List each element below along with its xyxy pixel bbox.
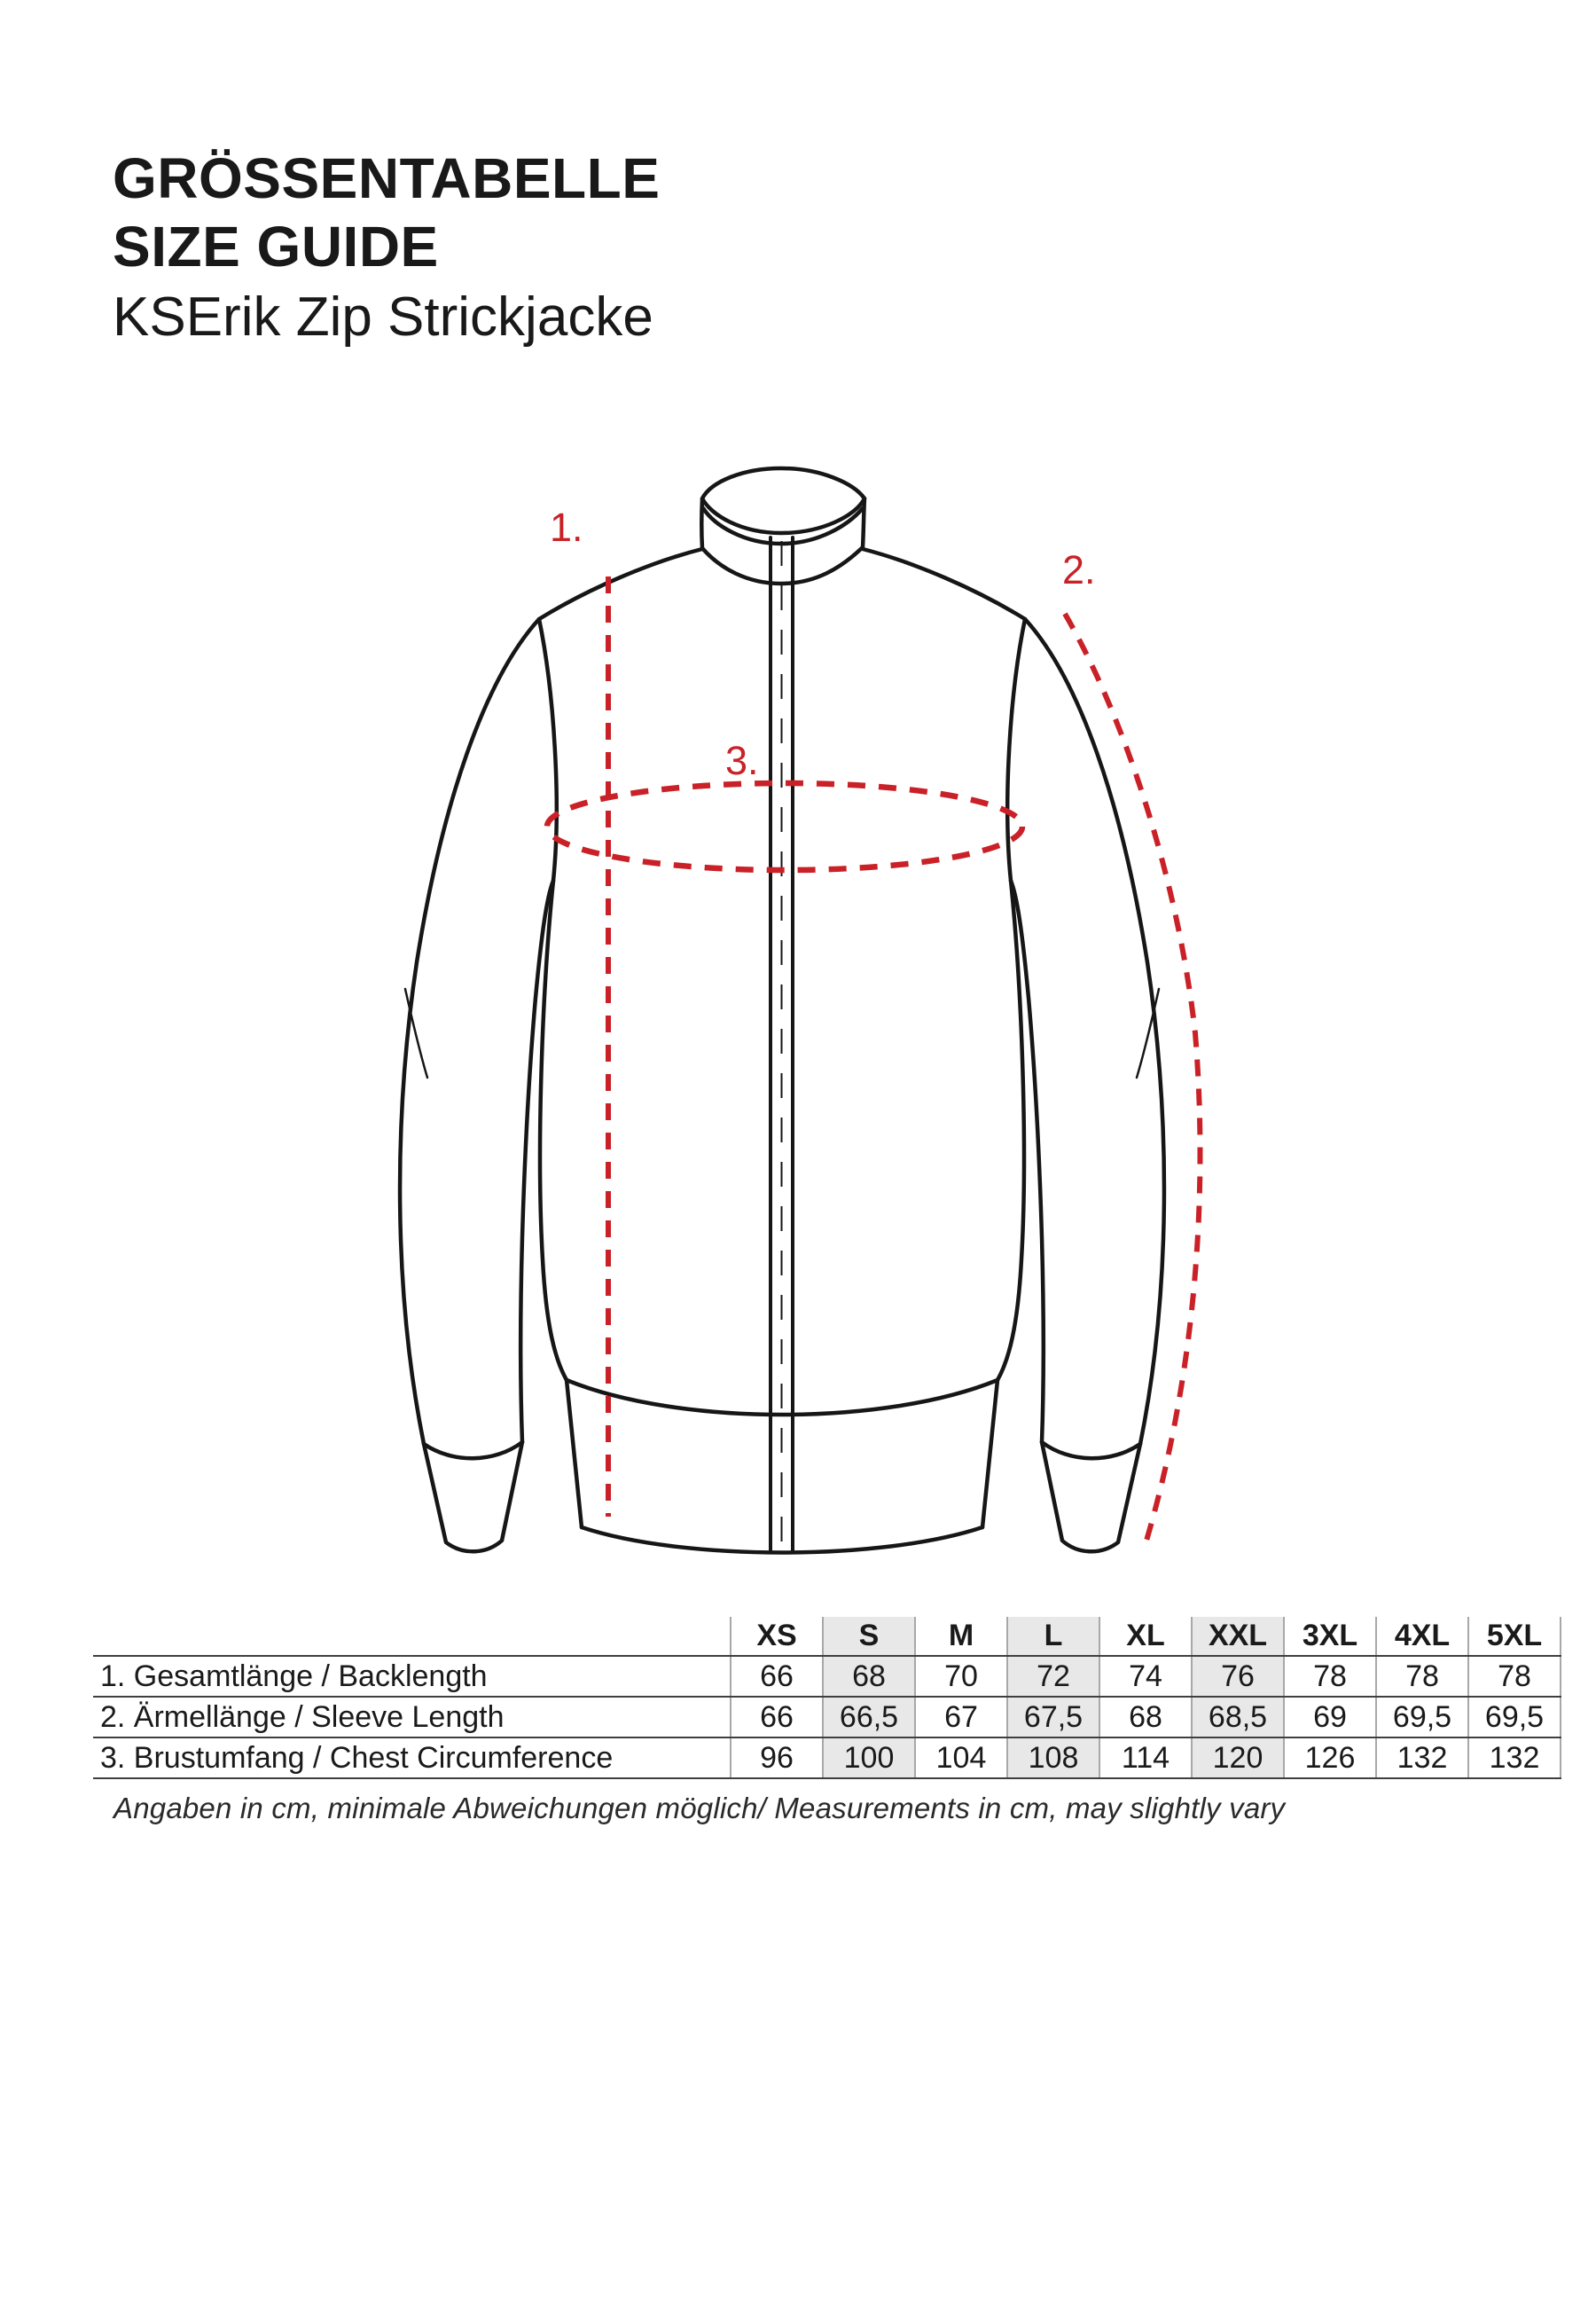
left-armhole-line — [539, 619, 557, 881]
measurement-value-cell: 72 — [1007, 1656, 1099, 1697]
measurement-disclaimer: Angaben in cm, minimale Abweichungen möglich/ Measurements in cm, may slightly vary — [113, 1792, 1286, 1824]
size-column-header-L: L — [1007, 1617, 1099, 1656]
right-shoulder-line — [863, 549, 1025, 619]
measurement-value-cell: 78 — [1468, 1656, 1561, 1697]
collar-base — [701, 498, 864, 584]
size-column-header-XXL: XXL — [1192, 1617, 1284, 1656]
chest-measure-ellipse — [547, 783, 1022, 870]
measurement-value-cell: 66,5 — [823, 1697, 915, 1737]
product-name: KSErik Zip Strickjacke — [113, 286, 653, 348]
right-sleeve-outer-edge — [1025, 619, 1164, 1444]
size-table-row — [93, 1697, 1561, 1737]
page-title-de: GRÖSSENTABELLE — [113, 146, 661, 210]
measurement-label-1: 1. — [550, 505, 583, 550]
measurement-value-cell: 76 — [1192, 1656, 1284, 1697]
size-table-header-row — [93, 1617, 1561, 1656]
size-table-row — [93, 1737, 1561, 1778]
size-column-header-S: S — [823, 1617, 915, 1656]
measurement-value-cell: 78 — [1284, 1656, 1376, 1697]
size-table-corner-cell — [93, 1617, 731, 1656]
measurement-annotations — [547, 576, 1201, 1541]
left-cuff-top — [424, 1442, 522, 1458]
measurement-value-cell: 69,5 — [1376, 1697, 1468, 1737]
measurement-value-cell: 96 — [731, 1737, 823, 1778]
measurement-value-cell: 68 — [823, 1656, 915, 1697]
measurement-value-cell: 126 — [1284, 1737, 1376, 1778]
size-table-body — [93, 1656, 1561, 1778]
measurement-value-cell: 100 — [823, 1737, 915, 1778]
left-sleeve-inner-edge — [520, 881, 553, 1442]
measurement-value-cell: 66 — [731, 1656, 823, 1697]
measurement-value-cell: 67,5 — [1007, 1697, 1099, 1737]
size-table-row — [93, 1656, 1561, 1697]
measurement-row-label: 2. Ärmellänge / Sleeve Length — [93, 1697, 731, 1737]
measurement-value-cell: 66 — [731, 1697, 823, 1737]
size-table — [93, 1617, 1561, 1779]
size-column-header-XS: XS — [731, 1617, 823, 1656]
measurement-value-cell: 69,5 — [1468, 1697, 1561, 1737]
sleeve-length-measure-line — [1065, 614, 1201, 1541]
size-column-header-4XL: 4XL — [1376, 1617, 1468, 1656]
size-column-header-5XL: 5XL — [1468, 1617, 1561, 1656]
right-body-side — [998, 881, 1024, 1380]
measurement-value-cell: 69 — [1284, 1697, 1376, 1737]
measurement-value-cell: 114 — [1099, 1737, 1192, 1778]
measurement-label-3: 3. — [725, 738, 759, 783]
hem-band-left — [567, 1380, 582, 1527]
left-sleeve-outer-edge — [400, 619, 539, 1444]
measurement-label-2: 2. — [1062, 547, 1096, 592]
collar-binding-line — [703, 508, 863, 544]
page-title-en: SIZE GUIDE — [113, 215, 439, 278]
size-column-header-XL: XL — [1099, 1617, 1192, 1656]
measurement-value-cell: 104 — [915, 1737, 1007, 1778]
size-column-header-M: M — [915, 1617, 1007, 1656]
hem-band-right — [982, 1380, 998, 1527]
measurement-value-cell: 108 — [1007, 1737, 1099, 1778]
collar-top — [702, 468, 864, 533]
title-block — [113, 145, 660, 351]
measurement-row-label: 1. Gesamtlänge / Backlength — [93, 1656, 731, 1697]
measurement-value-cell: 67 — [915, 1697, 1007, 1737]
measurement-value-cell: 70 — [915, 1656, 1007, 1697]
measurement-value-cell: 132 — [1376, 1737, 1468, 1778]
measurement-value-cell: 74 — [1099, 1656, 1192, 1697]
measurement-value-cell: 120 — [1192, 1737, 1284, 1778]
right-sleeve-inner-edge — [1011, 881, 1044, 1442]
measurement-row-label: 3. Brustumfang / Chest Circumference — [93, 1737, 731, 1778]
right-armhole-line — [1007, 619, 1025, 881]
left-shoulder-line — [539, 549, 702, 619]
size-column-header-3XL: 3XL — [1284, 1617, 1376, 1656]
left-body-side — [540, 881, 567, 1380]
measurement-value-cell: 68,5 — [1192, 1697, 1284, 1737]
measurement-value-cell: 68 — [1099, 1697, 1192, 1737]
measurement-value-cell: 78 — [1376, 1656, 1468, 1697]
measurement-value-cell: 132 — [1468, 1737, 1561, 1778]
right-cuff-top — [1042, 1442, 1140, 1458]
